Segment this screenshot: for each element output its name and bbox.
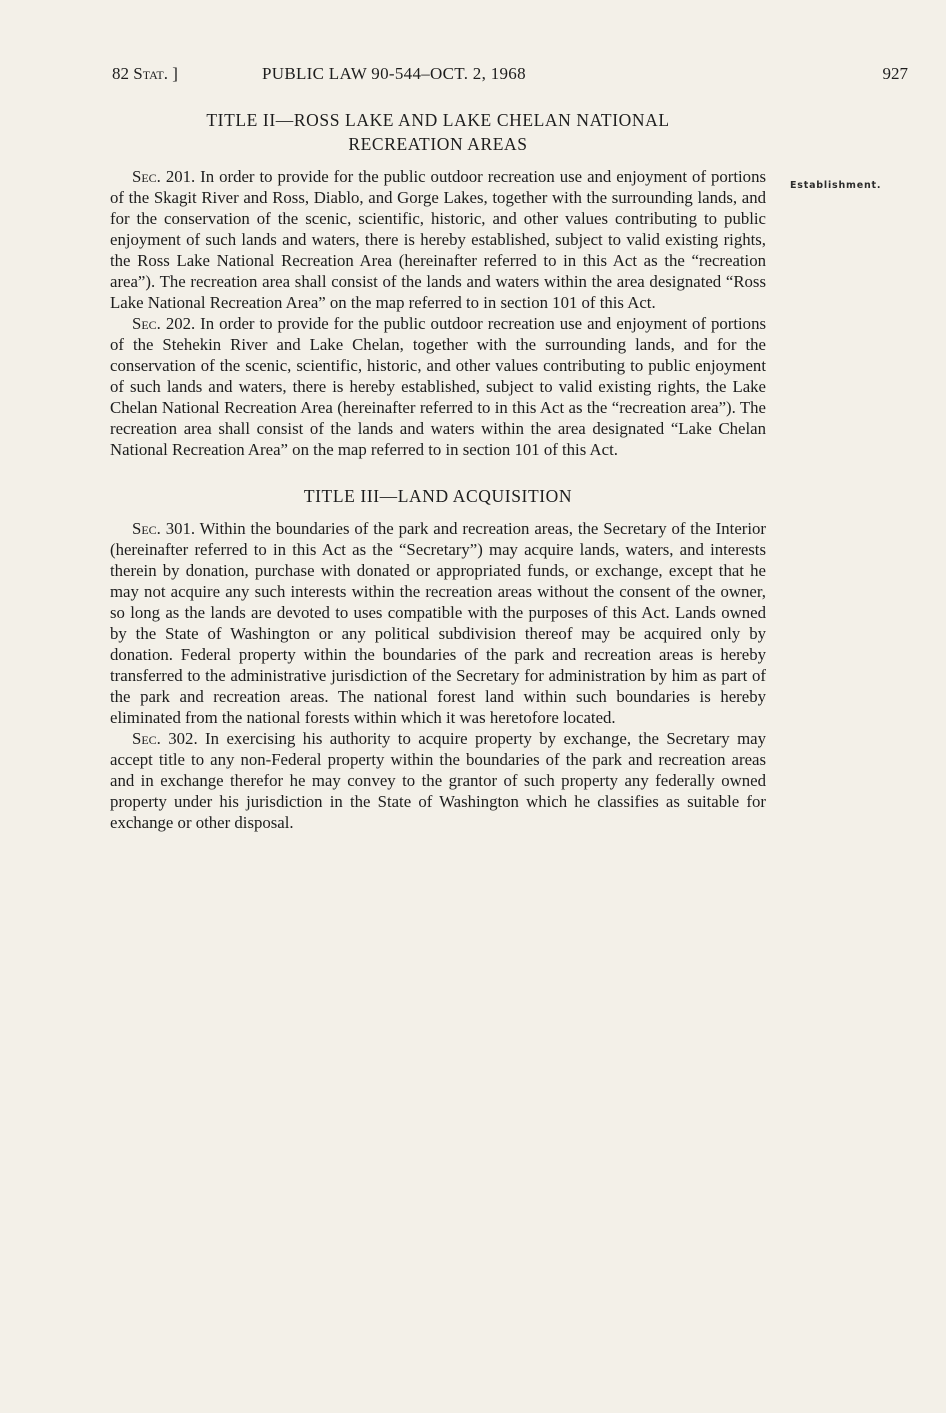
title-iii-heading: TITLE III—LAND ACQUISITION [303,486,573,506]
title-ii-line-2: RECREATION AREAS [348,134,528,154]
section-text: 202. In order to provide for the public outdoor recreation use and enjoyment of portions of the Stehekin River and Lake Chelan, together with the surrounding lands, and for the conservation of the scenic, scientific, historic, and other values contributing to public enjoyment of such lands and waters, there is hereby established, subject to valid existing rights, the Lake Chelan National Recreation Area (hereinafter referred to in this Act as the “recreation area”). The recreation area shall consist of the lands and waters within the area designated “Lake Chelan National Recreation Area” on the map referred to in section 101 of this Act. [110,314,766,459]
section-302 [110,728,766,833]
section-label: Sec. [132,519,161,538]
margin-note: Establishment. [790,180,882,191]
page-number: 927 [882,64,908,83]
section-text: 302. In exercising his authority to acquire property by exchange, the Secretary may accept title to any non-Federal property within the boundaries of the park and recreation areas and in exchange therefor he may convey to the grantor of such property any federally owned property under his jurisdiction in the State of Washington which he classifies as suitable for exchange or other disposal. [110,729,766,832]
title-ii-heading [110,108,766,156]
section-202 [110,313,766,460]
section-label: Sec. [132,729,161,748]
section-text: 301. Within the boundaries of the park and recreation areas, the Secretary of the Interior (hereinafter referred to in this Act as the “Secretary”) may acquire lands, waters, and interests therein by donation, purchase with donated or appropriated funds, or exchange, except that he may not acquire any such interests within the recreation areas without the consent of the owner, so long as the lands are devoted to uses compatible with the purposes of this Act. Lands owned by the State of Washington or any political subdivision thereof may be acquired only by donation. Federal property within the boundaries of the park and recreation areas is hereby transferred to the administrative jurisdiction of the Secretary for administration by him as part of the park and recreation areas. The national forest land within such boundaries is hereby eliminated from the national forests within which it was heretofore located. [110,519,766,727]
section-label: Sec. [132,314,161,333]
statute-reference: 82 Stat. ] [112,64,178,83]
section-301 [110,518,766,728]
section-label: Sec. [132,167,161,186]
public-law-citation: PUBLIC LAW 90-544–OCT. 2, 1968 [262,64,526,83]
title-ii-line-1: TITLE II—ROSS LAKE AND LAKE CHELAN NATIONAL [206,110,670,130]
document-body [110,108,766,833]
section-201 [110,166,766,313]
page-header [112,64,908,86]
section-text: 201. In order to provide for the public outdoor recreation use and enjoyment of portions of the Skagit River and Ross, Diablo, and Gorge Lakes, together with the surrounding lands, and for the conservation of the scenic, scientific, historic, and other values contributing to public enjoyment of such lands and waters, there is hereby established, subject to valid existing rights, the Ross Lake National Recreation Area (hereinafter referred to in this Act as the “recreation area”). The recreation area shall consist of the lands and waters within the area designated “Ross Lake National Recreation Area” on the map referred to in section 101 of this Act. [110,167,766,312]
